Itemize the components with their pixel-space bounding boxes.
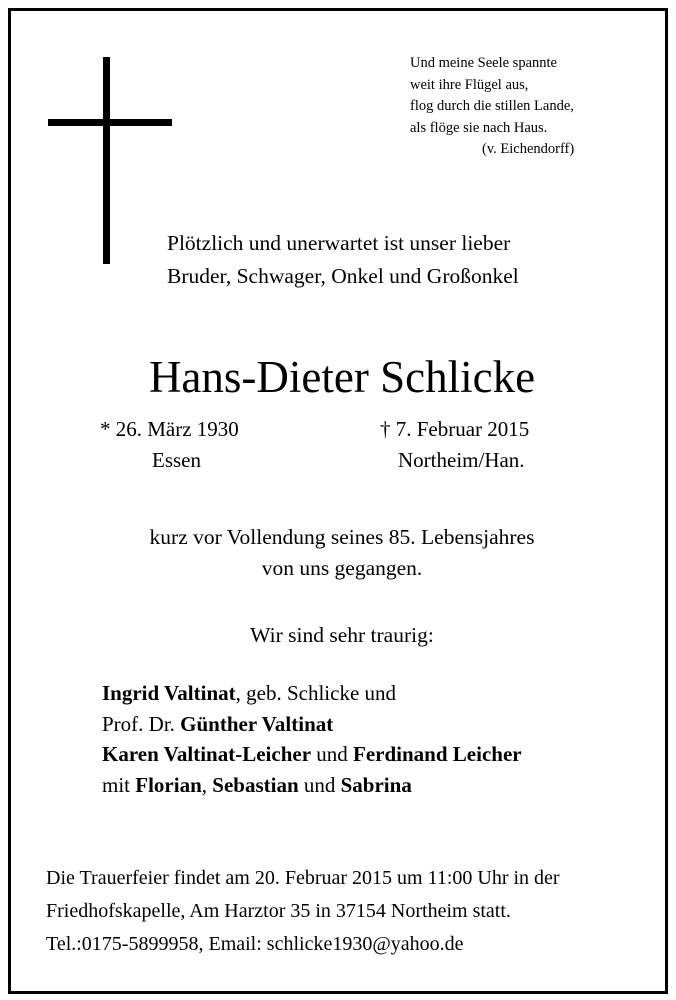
funeral-notice [46, 862, 560, 961]
death-place: Northeim/Han. [398, 448, 525, 472]
family-name: Karen Valtinat-Leicher [102, 742, 312, 766]
family-name: Sabrina [340, 772, 412, 797]
family-text: und [298, 772, 341, 797]
lead-line: Plötzlich und unerwartet ist unser lieber [167, 231, 511, 255]
death-info [380, 414, 529, 476]
notice-line: Tel.:0175-5899958, Email: schlicke1930@yahoo.de [46, 933, 464, 955]
lead-line: Bruder, Schwager, Onkel und Großonkel [167, 264, 519, 288]
family-text: mit [102, 772, 136, 797]
poem-line: als flöge sie nach Haus. [410, 119, 548, 136]
birth-place: Essen [152, 448, 201, 472]
deceased-name: Hans-Dieter Schlicke [148, 352, 536, 402]
death-date: † 7. Februar 2015 [380, 417, 530, 441]
poem-source: (v. Eichendorff) [482, 141, 575, 157]
age-line: von uns gegangen. [261, 556, 423, 580]
family-row [102, 709, 522, 740]
notice-line: Friedhofskapelle, Am Harztor 35 in 37154 Northeim statt. [46, 900, 511, 922]
family-list [102, 678, 522, 800]
family-name: Sebastian [212, 772, 299, 797]
family-name: Florian [135, 772, 202, 797]
family-name: Ingrid Valtinat [102, 681, 236, 705]
poem [410, 53, 574, 161]
birth-date: * 26. März 1930 [100, 417, 239, 441]
sad-text: Wir sind sehr traurig: [250, 623, 434, 647]
family-name: Ferdinand Leicher [353, 742, 522, 766]
poem-line: flog durch die stillen Lande, [410, 98, 574, 114]
family-name: Günther Valtinat [180, 711, 334, 736]
cross-vertical-bar [103, 57, 110, 264]
family-text: Prof. Dr. [102, 711, 181, 736]
age-text [0, 522, 676, 584]
family-text: und [311, 742, 354, 766]
family-row [102, 678, 522, 709]
family-row [102, 739, 522, 770]
age-line: kurz vor Vollendung seines 85. Lebensjahres [149, 525, 535, 549]
family-text: , [201, 772, 213, 797]
family-row [102, 770, 522, 801]
cross-horizontal-bar [48, 119, 172, 126]
lead-text [167, 227, 519, 293]
poem-line: weit ihre Flügel aus, [410, 76, 529, 93]
notice-line: Die Trauerfeier findet am 20. Februar 2015 um 11:00 Uhr in der [46, 867, 560, 889]
poem-line: Und meine Seele spannte [410, 55, 557, 71]
family-text: , geb. Schlicke und [235, 681, 397, 705]
birth-info [100, 414, 239, 476]
